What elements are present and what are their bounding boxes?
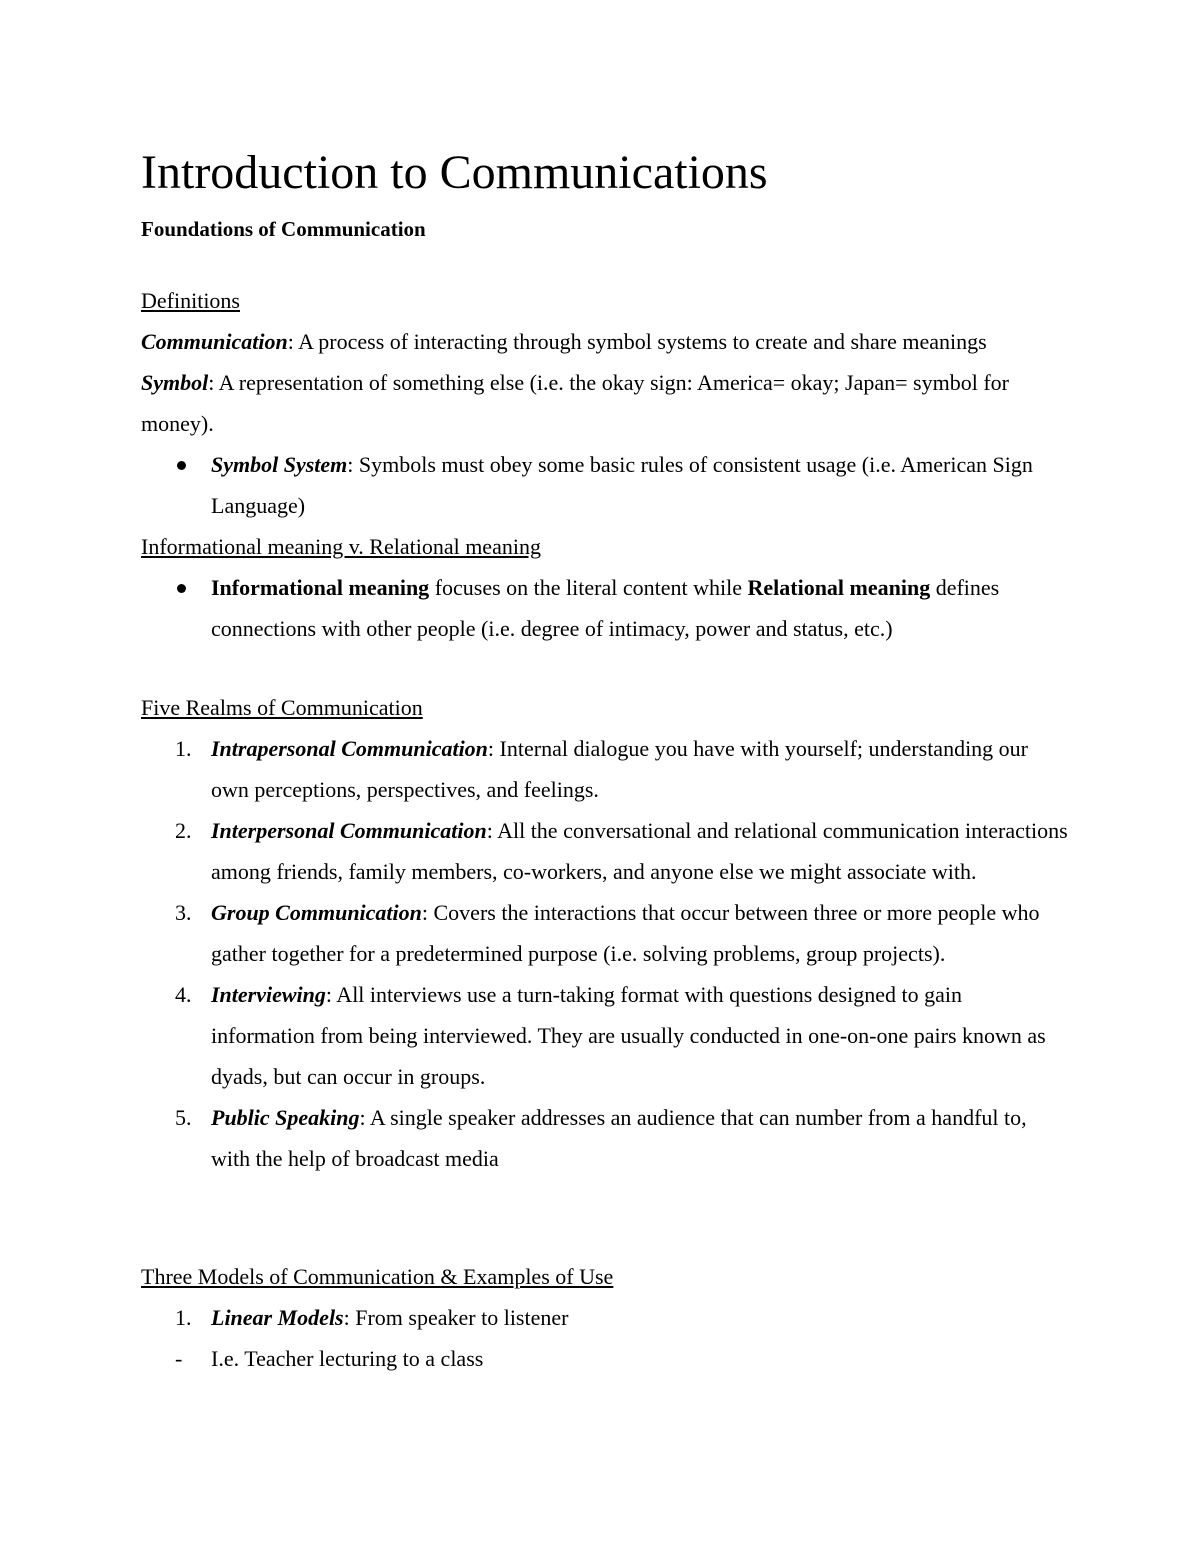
term-intrapersonal: Intrapersonal Communication <box>211 736 488 761</box>
list-number: 2. <box>175 818 192 843</box>
definition-communication <box>141 321 1071 362</box>
realms-heading: Five Realms of Communication <box>141 695 423 720</box>
group-communication-text: : Covers the interactions that occur between three or more people who gather together for a predetermined purpose (i.e. solving problems, group projects). <box>211 900 1040 966</box>
linear-models-text: : From speaker to listener <box>343 1305 569 1330</box>
interpersonal-text: : All the conversational and relational communication interactions among friends, family members, co-workers, and anyone else we might associate with. <box>211 818 1068 884</box>
list-item-meaning <box>141 567 1071 649</box>
list-number: 1. <box>175 1305 192 1330</box>
term-communication: Communication <box>141 329 288 354</box>
list-number: 1. <box>175 736 192 761</box>
symbol-system-text: : Symbols must obey some basic rules of consistent usage (i.e. American Sign Language) <box>211 452 1033 518</box>
list-number: 5. <box>175 1105 192 1130</box>
term-interviewing: Interviewing <box>211 982 326 1007</box>
list-item <box>141 892 1071 974</box>
term-group-communication: Group Communication <box>211 900 422 925</box>
example-text: I.e. Teacher lecturing to a class <box>211 1346 484 1371</box>
list-item <box>141 1297 1071 1338</box>
dash-marker: - <box>175 1346 183 1371</box>
definitions-section <box>141 280 1071 649</box>
term-relational-meaning: Relational meaning <box>747 575 931 600</box>
term-symbol-system: Symbol System <box>211 452 348 477</box>
definition-symbol-text: : A representation of something else (i.e. the okay sign: America= okay; Japan= symbol for money). <box>141 370 1009 436</box>
list-number: 3. <box>175 900 192 925</box>
list-item-symbol-system <box>141 444 1071 526</box>
list-number: 4. <box>175 982 192 1007</box>
list-item <box>141 1097 1071 1179</box>
meaning-mid-text: focuses on the literal content while <box>429 575 748 600</box>
interviewing-text: : All interviews use a turn-taking format with questions designed to gain information from being interviewed. They are usually conducted in one-on-one pairs known as dyads, but can occur in groups. <box>211 982 1046 1089</box>
list-item <box>141 728 1071 810</box>
models-heading: Three Models of Communication & Examples of Use <box>141 1264 614 1289</box>
definitions-heading: Definitions <box>141 288 240 313</box>
term-linear-models: Linear Models <box>211 1305 344 1330</box>
definition-symbol <box>141 362 1071 444</box>
list-item <box>141 810 1071 892</box>
page-title: Introduction to Communications <box>141 146 768 199</box>
list-item <box>141 974 1071 1097</box>
term-informational-meaning: Informational meaning <box>211 575 430 600</box>
meaning-heading: Informational meaning v. Relational meaning <box>141 534 541 559</box>
bullet-icon <box>177 584 186 593</box>
list-item-example <box>141 1338 1071 1379</box>
public-speaking-text: : A single speaker addresses an audience that can number from a handful to, with the help of broadcast media <box>211 1105 1027 1171</box>
term-public-speaking: Public Speaking <box>211 1105 360 1130</box>
term-symbol: Symbol <box>141 370 209 395</box>
intrapersonal-text: : Internal dialogue you have with yourself; understanding our own perceptions, perspectives, and feelings. <box>211 736 1029 802</box>
definition-communication-text: : A process of interacting through symbol systems to create and share meanings <box>287 329 987 354</box>
page-subtitle: Foundations of Communication <box>141 217 426 241</box>
bullet-icon <box>177 461 186 470</box>
models-section <box>141 1256 1071 1379</box>
term-interpersonal: Interpersonal Communication <box>211 818 487 843</box>
realms-section <box>141 687 1071 1179</box>
meaning-text: defines connections with other people (i.e. degree of intimacy, power and status, etc.) <box>211 575 1000 641</box>
